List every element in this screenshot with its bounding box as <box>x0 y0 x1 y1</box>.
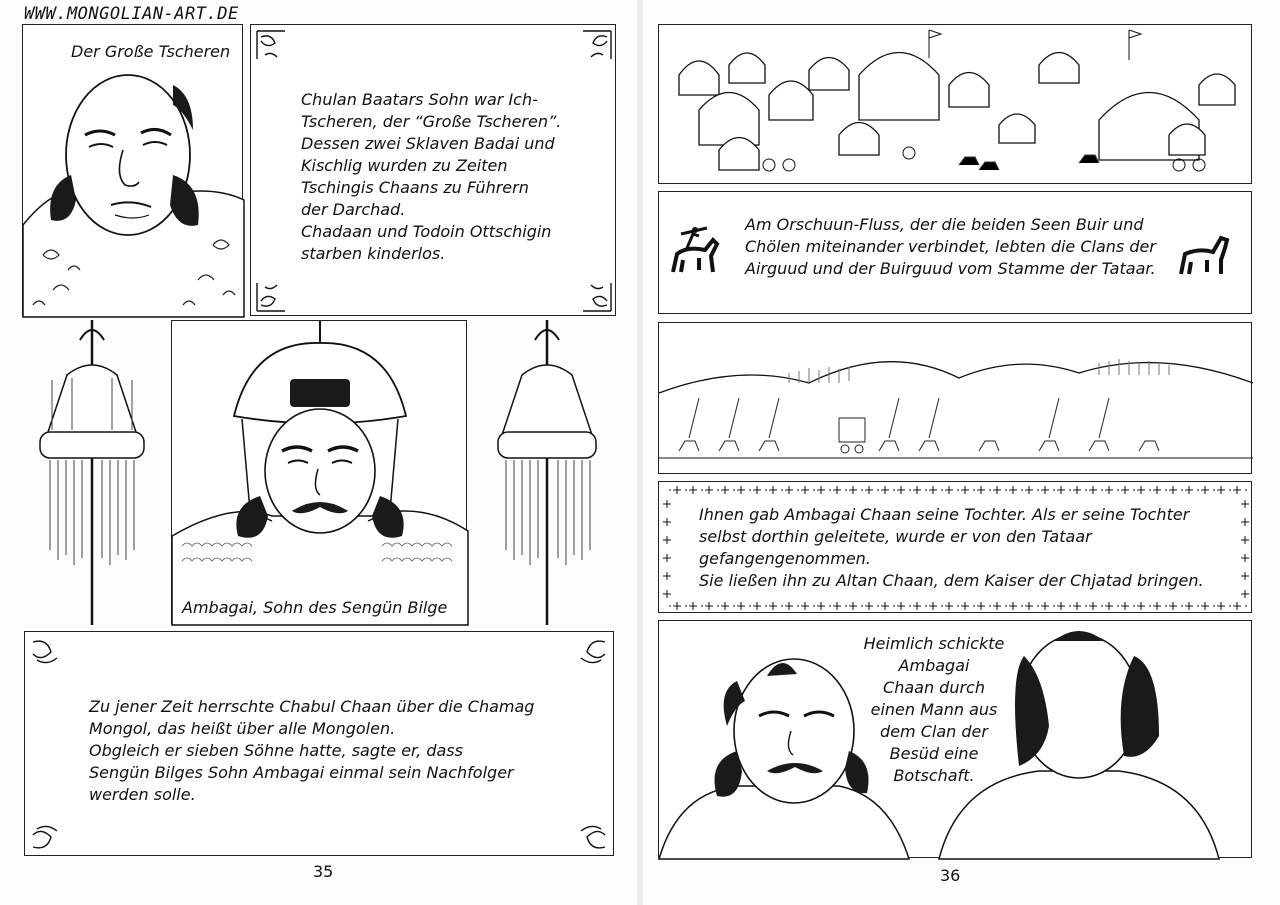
border-cross <box>1089 602 1097 610</box>
border-cross <box>1137 486 1145 494</box>
border-cross <box>663 536 671 544</box>
border-cross <box>1201 602 1209 610</box>
text-line: Chulan Baatars Sohn war Ich- <box>301 90 538 109</box>
border-cross <box>833 486 841 494</box>
text-line: Chaan durch <box>883 678 985 697</box>
border-cross <box>1201 486 1209 494</box>
border-cross <box>1241 500 1249 508</box>
text-line: Sengün Bilges Sohn Ambagai einmal sein Nachfolger <box>89 763 514 782</box>
page-number-right: 36 <box>940 866 961 885</box>
border-cross <box>1233 486 1241 494</box>
border-cross <box>945 602 953 610</box>
border-cross <box>897 602 905 610</box>
border-cross <box>1009 602 1017 610</box>
horse-rider-icon <box>665 222 725 282</box>
border-cross <box>1089 486 1097 494</box>
text-line: Airguud und der Buirguud vom Stamme der Tataar. <box>745 259 1156 278</box>
border-cross <box>1233 602 1241 610</box>
text-line: Chölen miteinander verbindet, lebten die Clans der <box>745 237 1156 256</box>
border-cross <box>881 486 889 494</box>
border-cross <box>705 486 713 494</box>
border-cross <box>1025 602 1033 610</box>
text-panel-2 <box>24 631 614 856</box>
border-cross <box>897 486 905 494</box>
border-cross <box>817 602 825 610</box>
text-line: Mongol, das heißt über alle Mongolen. <box>89 719 396 738</box>
tugs-standard-icon <box>492 320 602 630</box>
border-cross <box>1041 602 1049 610</box>
ambagai-caption: Ambagai, Sohn des Sengün Bilge <box>182 598 448 617</box>
border-cross <box>1241 554 1249 562</box>
border-cross <box>993 602 1001 610</box>
border-cross <box>663 500 671 508</box>
border-cross <box>1025 486 1033 494</box>
text-line: Kischlig wurden zu Zeiten <box>301 156 508 175</box>
border-cross <box>753 602 761 610</box>
text-line: starben kinderlos. <box>301 244 446 263</box>
page-number-left: 35 <box>313 862 334 881</box>
portrait-illustration <box>23 25 244 317</box>
text-box-1-content <box>301 89 561 265</box>
border-cross <box>673 602 681 610</box>
border-cross <box>737 486 745 494</box>
text-line: selbst dorthin geleitete, wurde er von den Tataar <box>699 527 1092 546</box>
border-cross <box>929 602 937 610</box>
border-cross <box>961 486 969 494</box>
text-panel-3 <box>658 191 1252 314</box>
border-cross <box>1121 602 1129 610</box>
border-cross <box>801 486 809 494</box>
border-cross <box>1121 486 1129 494</box>
border-cross <box>721 602 729 610</box>
border-cross <box>1241 572 1249 580</box>
border-cross <box>801 602 809 610</box>
ambagai-panel <box>171 320 467 624</box>
text-line: dem Clan der <box>880 722 988 741</box>
camp-panel <box>658 24 1252 184</box>
border-cross <box>865 486 873 494</box>
page-gutter <box>637 0 643 905</box>
border-cross <box>913 486 921 494</box>
text-line: Dessen zwei Sklaven Badai und <box>301 134 555 153</box>
text-line: Tschingis Chaans zu Führern <box>301 178 529 197</box>
border-cross <box>1241 518 1249 526</box>
border-cross <box>663 518 671 526</box>
border-cross <box>1169 602 1177 610</box>
border-cross <box>785 486 793 494</box>
border-cross <box>1057 486 1065 494</box>
border-cross <box>1009 486 1017 494</box>
border-cross <box>663 572 671 580</box>
border-cross <box>849 602 857 610</box>
text-line: gefangengenommen. <box>699 549 871 568</box>
border-cross <box>1153 602 1161 610</box>
tugs-standard-icon <box>22 320 162 630</box>
text-line: Ihnen gab Ambagai Chaan seine Tochter. Als er seine Tochter <box>699 505 1190 524</box>
portrait-caption: Der Große Tscheren <box>71 42 231 61</box>
border-cross <box>1185 486 1193 494</box>
text-box-4-content <box>699 504 1204 592</box>
border-cross <box>993 486 1001 494</box>
border-cross <box>1057 602 1065 610</box>
border-cross <box>945 486 953 494</box>
text-line: Heimlich schickte Ambagai <box>863 634 1005 675</box>
text-box-3-content <box>745 214 1156 280</box>
border-cross <box>849 486 857 494</box>
text-line: Botschaft. <box>893 766 975 785</box>
border-cross <box>721 486 729 494</box>
text-box-2-content <box>89 696 534 806</box>
border-cross <box>705 602 713 610</box>
border-cross <box>1105 602 1113 610</box>
border-cross <box>753 486 761 494</box>
border-cross <box>881 602 889 610</box>
text-line: werden solle. <box>89 785 196 804</box>
border-cross <box>769 486 777 494</box>
border-cross <box>689 602 697 610</box>
border-cross <box>1041 486 1049 494</box>
border-cross <box>1217 602 1225 610</box>
text-line: einen Mann aus <box>870 700 998 719</box>
border-cross <box>1217 486 1225 494</box>
border-cross <box>929 486 937 494</box>
border-cross <box>1137 602 1145 610</box>
text-line: Besüd eine <box>889 744 979 763</box>
border-cross <box>817 486 825 494</box>
text-line: Chadaan und Todoin Ottschigin <box>301 222 552 241</box>
messenger-panel <box>658 620 1252 858</box>
border-cross <box>1073 602 1081 610</box>
border-cross <box>689 486 697 494</box>
border-cross <box>663 554 671 562</box>
border-cross <box>785 602 793 610</box>
speech-caption <box>829 633 1039 787</box>
border-cross <box>865 602 873 610</box>
text-panel-1 <box>250 24 616 316</box>
text-panel-4 <box>658 481 1252 613</box>
border-cross <box>913 602 921 610</box>
camp-illustration <box>659 25 1253 185</box>
border-cross <box>1241 590 1249 598</box>
text-line: Obgleich er sieben Söhne hatte, sagte er, dass <box>89 741 463 760</box>
ambagai-illustration <box>172 321 468 625</box>
border-cross <box>977 486 985 494</box>
portrait-panel <box>22 24 243 316</box>
text-line: Sie ließen ihn zu Altan Chaan, dem Kaiser der Chjatad bringen. <box>699 571 1204 590</box>
border-cross <box>1105 486 1113 494</box>
text-line: der Darchad. <box>301 200 406 219</box>
site-url: WWW.MONGOLIAN-ART.DE <box>24 4 239 24</box>
landscape-illustration <box>659 323 1253 475</box>
landscape-panel <box>658 322 1252 474</box>
border-cross <box>1241 536 1249 544</box>
border-cross <box>737 602 745 610</box>
border-cross <box>977 602 985 610</box>
border-cross <box>1073 486 1081 494</box>
horse-icon <box>1173 222 1233 282</box>
text-line: Am Orschuun-Fluss, der die beiden Seen Buir und <box>745 215 1144 234</box>
border-cross <box>833 602 841 610</box>
text-line: Tscheren, der “Große Tscheren”. <box>301 112 562 131</box>
border-cross <box>1185 602 1193 610</box>
border-cross <box>961 602 969 610</box>
border-cross <box>673 486 681 494</box>
border-cross <box>1169 486 1177 494</box>
border-cross <box>1153 486 1161 494</box>
border-cross <box>663 590 671 598</box>
border-cross <box>769 602 777 610</box>
text-line: Zu jener Zeit herrschte Chabul Chaan über die Chamag <box>89 697 535 716</box>
